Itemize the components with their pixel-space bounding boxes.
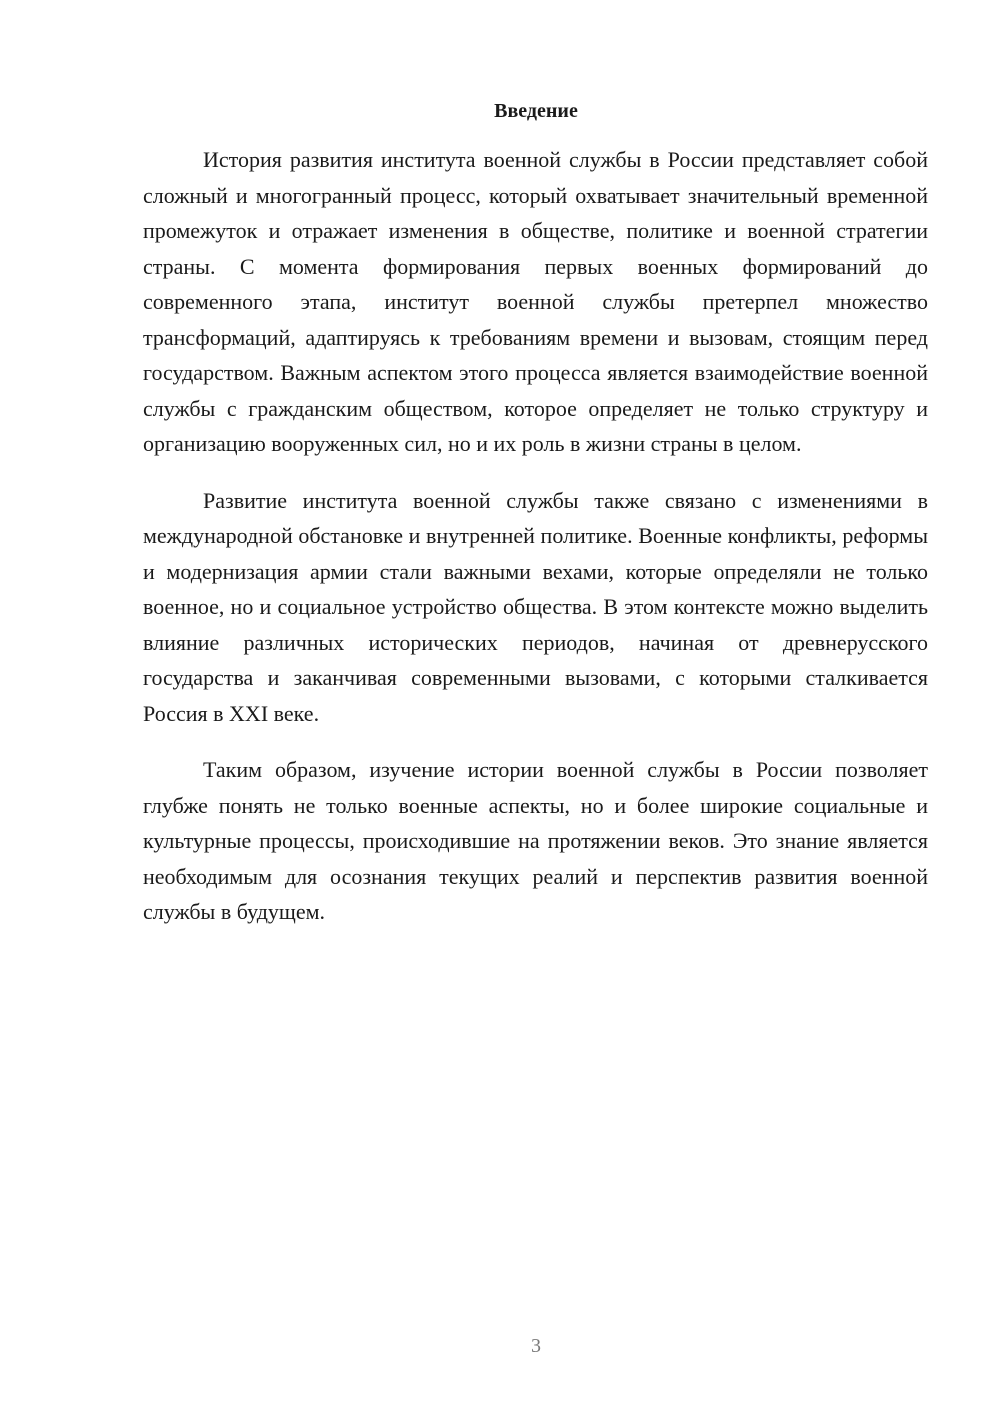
page-number: 3: [531, 1335, 541, 1357]
section-heading: Введение: [494, 100, 578, 122]
body-text: [143, 142, 928, 951]
paragraph-1: История развития института военной службы в России представляет собой сложный и многогранный процесс, который охватывает значительный временной промежуток и отражает изменения в обществе, политике и военной стратегии страны. С момента формирования первых военных формирований до современного этапа, институт военной службы претерпел множество трансформаций, адаптируясь к требованиям времени и вызовам, стоящим перед государством. Важным аспектом этого процесса является взаимодействие военной службы с гражданским обществом, которое определяет не только структуру и организацию вооруженных сил, но и их роль в жизни страны в целом.: [143, 147, 928, 456]
paragraph-2: Развитие института военной службы также связано с изменениями в международной обстановке и внутренней политике. Военные конфликты, реформы и модернизация армии стали важными вехами, которые определяли не только военное, но и социальное устройство общества. В этом контексте можно выделить влияние различных исторических периодов, начиная от древнерусского государства и заканчивая современными вызовами, с которыми сталкивается Россия в XXI веке.: [143, 487, 928, 726]
paragraph-3: Таким образом, изучение истории военной службы в России позволяет глубже понять не только военные аспекты, но и более широкие социальные и культурные процессы, происходившие на протяжении веков. Это знание является необходимым для осознания текущих реалий и перспектив развития военной службы в будущем.: [143, 757, 928, 924]
